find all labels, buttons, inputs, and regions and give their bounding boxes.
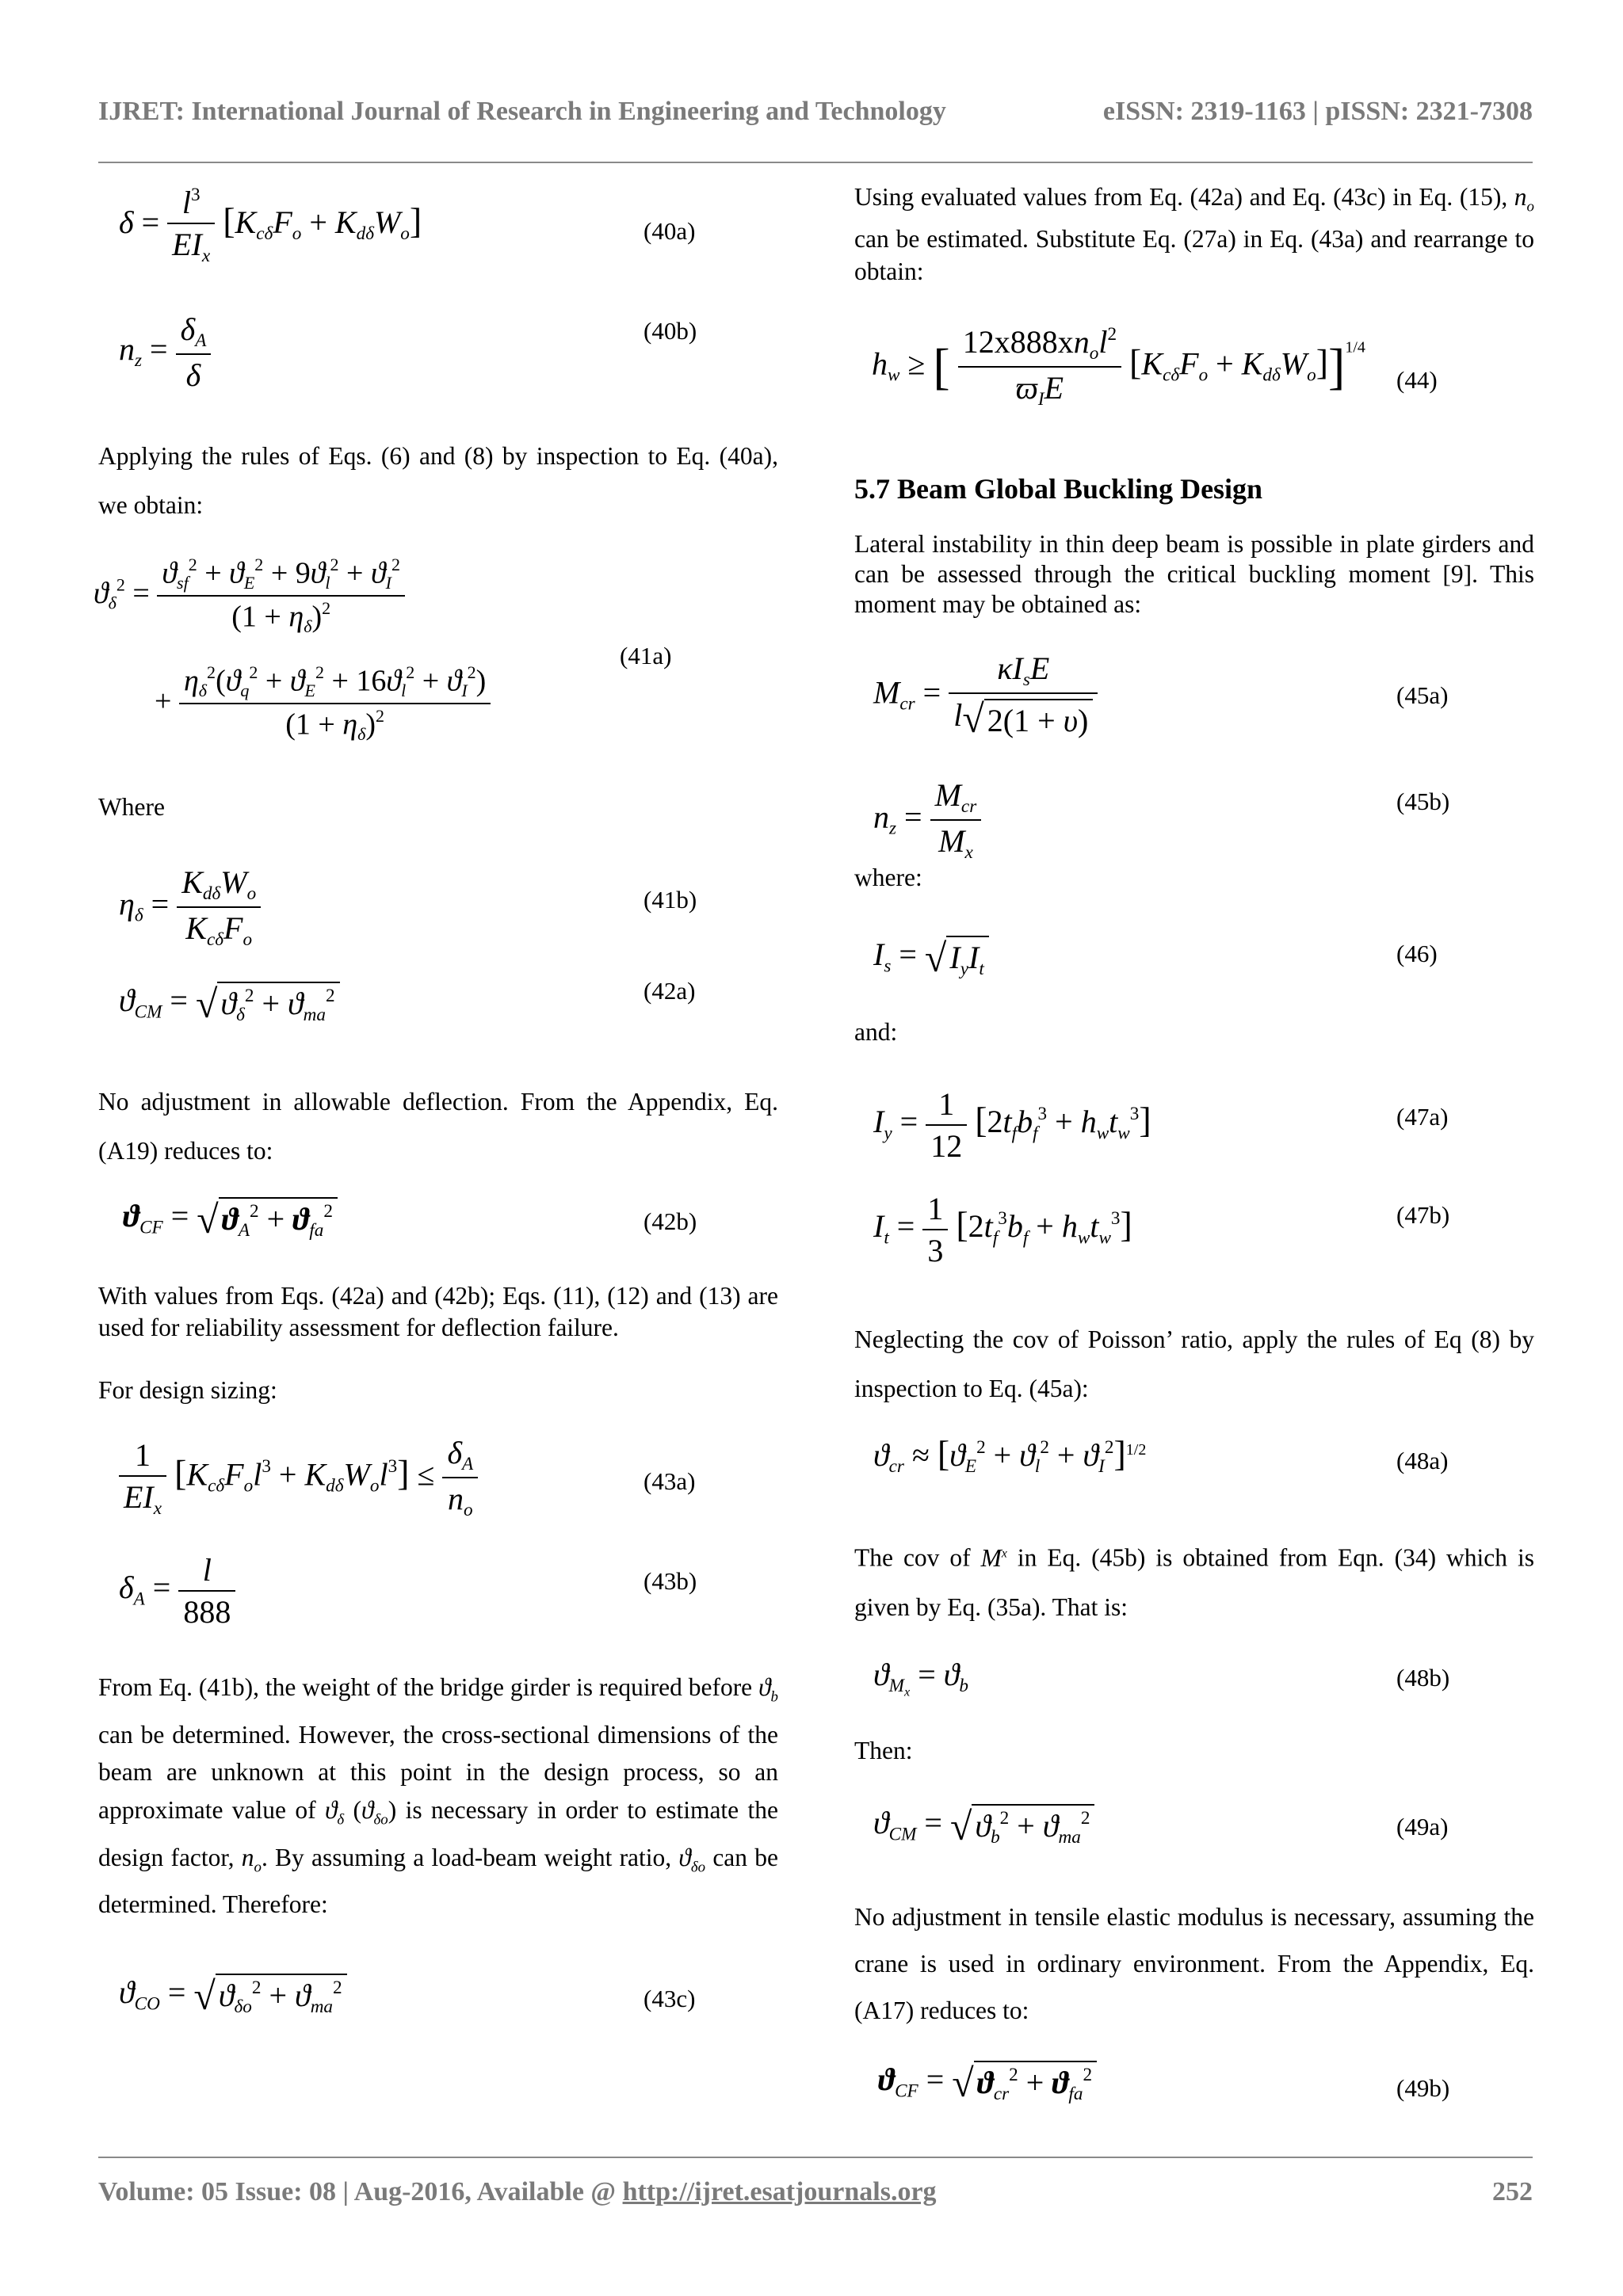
- journal-title: IJRET: International Journal of Research in Engineering and Technology: [98, 97, 946, 126]
- equation-40a: δ = $\frac{l^3}{EI_x}$ $[K_{c\delta}F_o + K_{d\delta}W_o]$: [119, 184, 422, 267]
- paragraph: With values from Eqs. (42a) and (42b); Eqs. (11), (12) and (13) are used for reliability assessment for deflection failure.: [98, 1282, 778, 1341]
- eq-number: (49a): [1396, 1813, 1449, 1840]
- paragraph: From Eq. (41b), the weight of the bridge girder is required before $ϑ_b$ can be determined. However, the cross-sectional dimensions of the beam are unknown at this point in the design process, so an approximate value of $ϑ_\delta$ $(ϑ_{\delta o})$ is necessary in order to estimate the design factor, $n_o$. By assuming a load-beam weight ratio, $ϑ_{\delta o}$ can be determined. Therefore:: [98, 1673, 778, 1919]
- eq-number: (42b): [643, 1207, 697, 1235]
- equation-43c: $ϑ_{CO}$ = √ $ϑ_{\delta o}^2 + ϑ_{ma}^2$: [119, 1973, 347, 2019]
- eq-number: (42a): [643, 977, 696, 1005]
- section-heading: 5.7 Beam Global Buckling Design: [854, 473, 1263, 505]
- eq-number: (43c): [643, 1985, 696, 2012]
- eq-number: (41b): [643, 886, 697, 913]
- equation-44: $h_w$ ≥ [ $\frac{12x888xn_ol^2}{ϖ_IE}$ $[K_{c\delta}F_o + K_{d\delta}W_o]]^{1/4}$: [872, 323, 1365, 410]
- eq-number: (45a): [1396, 681, 1449, 709]
- paragraph: Lateral instability in thin deep beam is possible in plate girders and can be assessed through the critical buckling moment [9]. This moment may be obtained as:: [854, 530, 1534, 618]
- eq-number: (46): [1396, 940, 1438, 967]
- label-where: Where: [98, 793, 165, 821]
- eq-number: (47b): [1396, 1201, 1450, 1229]
- eq-number: (48b): [1396, 1664, 1450, 1691]
- equation-47a: $I_y$ = $\frac{1}{12}$ $[2t_fb_f^3 + h_wt_w^3]$: [873, 1086, 1151, 1164]
- equation-43a: $\frac{1}{EI_x}$ $[K_{c\delta}F_ol^3 + K_{d\delta}W_ol^3]$ ≤ $\frac{\delta_A}{n_o}$: [119, 1434, 478, 1521]
- equation-47b: $I_t$ = $\frac{1}{3}$ $[2t_f^3b_f + h_wt_w^3]$: [873, 1191, 1132, 1268]
- page-number: 252: [1492, 2177, 1533, 2206]
- paragraph: The cov of $M^x$ in Eq. (45b) is obtained from Eqn. (34) which is given by Eq. (35a). That is:: [854, 1543, 1534, 1621]
- paragraph: Using evaluated values from Eq. (42a) and Eq. (43c) in Eq. (15), $n_o$ can be estimated. Substitute Eq. (27a) in Eq. (43a) and rearrange to obtain:: [854, 183, 1534, 286]
- equation-48b: $ϑ_{M_x} = ϑ_b$: [873, 1657, 968, 1699]
- eq-number: (47a): [1396, 1103, 1449, 1131]
- volume-info: Volume: 05 Issue: 08 | Aug-2016, Available @: [98, 2177, 623, 2206]
- eq-number: (45b): [1396, 788, 1450, 815]
- equation-42a: $ϑ_{CM}$ = √ $ϑ_\delta^2 + ϑ_{ma}^2$: [119, 981, 340, 1027]
- eq-number: (44): [1396, 366, 1438, 394]
- paragraph: Neglecting the cov of Poisson’ ratio, apply the rules of Eq (8) by inspection to Eq. (45a):: [854, 1325, 1534, 1402]
- paragraph: No adjustment in allowable deflection. From the Appendix, Eq. (A19) reduces to:: [98, 1088, 778, 1165]
- equation-41a: $ϑ_\delta^2$ = $\frac{ϑ_{sf}^2 + ϑ_E^2 + 9ϑ_l^2 + ϑ_I^2}{(1 + \eta_\delta)^2}$: [94, 555, 405, 637]
- equation-45b: $n_z$ = $\frac{M_{cr}}{M_x}$: [873, 776, 981, 864]
- paragraph: Applying the rules of Eqs. (6) and (8) by inspection to Eq. (40a), we obtain:: [98, 442, 778, 519]
- eq-number: (43a): [643, 1467, 696, 1495]
- header-rule: [98, 162, 1533, 163]
- issn: eISSN: 2319-1163 | pISSN: 2321-7308: [1102, 97, 1533, 126]
- label-and: and:: [854, 1018, 898, 1046]
- eq-number: (40a): [643, 217, 696, 245]
- equation-42b: $ϑ_{CF}$ = √ $ϑ_A^2 + ϑ_{fa}^2$: [123, 1196, 338, 1242]
- eq-number: (41a): [620, 642, 672, 669]
- equation-49a: $ϑ_{CM}$ = √ $ϑ_b^2 + ϑ_{ma}^2$: [873, 1803, 1094, 1849]
- footer-rule: [98, 2157, 1533, 2158]
- paragraph: For design sizing:: [98, 1376, 277, 1404]
- equation-40b: $n_z$ = $\frac{\delta_A}{\delta}$: [119, 311, 211, 394]
- equation-43b: $\delta_A$ = $\frac{l}{888}$: [119, 1551, 235, 1630]
- running-footer: [98, 2177, 1533, 2207]
- eq-number: (40b): [643, 317, 697, 345]
- label-where: where:: [854, 864, 922, 891]
- equation-45a: $M_{cr}$ = $\frac{\kappa I_sE}{l√ 2(1 + \upsilon)}$: [873, 650, 1098, 742]
- equation-41b: $\eta_\delta$ = $\frac{K_{d\delta}W_o}{K_{c\delta}F_o}$: [119, 864, 261, 951]
- eq-number: (43b): [643, 1567, 697, 1595]
- running-header: [98, 97, 1533, 127]
- eq-number: (48a): [1396, 1447, 1449, 1474]
- paragraph: No adjustment in tensile elastic modulus is necessary, assuming the crane is used in ordinary environment. From the Appendix, Eq. (A17) reduces to:: [854, 1903, 1534, 2024]
- label-then: Then:: [854, 1737, 913, 1764]
- journal-link[interactable]: http://ijret.esatjournals.org: [622, 2177, 937, 2206]
- equation-46: $I_s$ = √ $I_yI_t$: [873, 935, 989, 981]
- eq-number: (49b): [1396, 2074, 1450, 2102]
- equation-48a: $ϑ_{cr} \approx [ϑ_E^2 + ϑ_l^2 + ϑ_I^2]^{1/2}$: [873, 1433, 1147, 1478]
- equation-41a-part2: + $\frac{\eta_\delta^2(ϑ_q^2 + ϑ_E^2 + 16ϑ_l^2 + ϑ_I^2)}{(1 + \eta_\delta)^2}$: [155, 662, 491, 745]
- equation-49b: $ϑ_{CF}$ = √ $ϑ_{cr}^2 + ϑ_{fa}^2$: [878, 2060, 1097, 2106]
